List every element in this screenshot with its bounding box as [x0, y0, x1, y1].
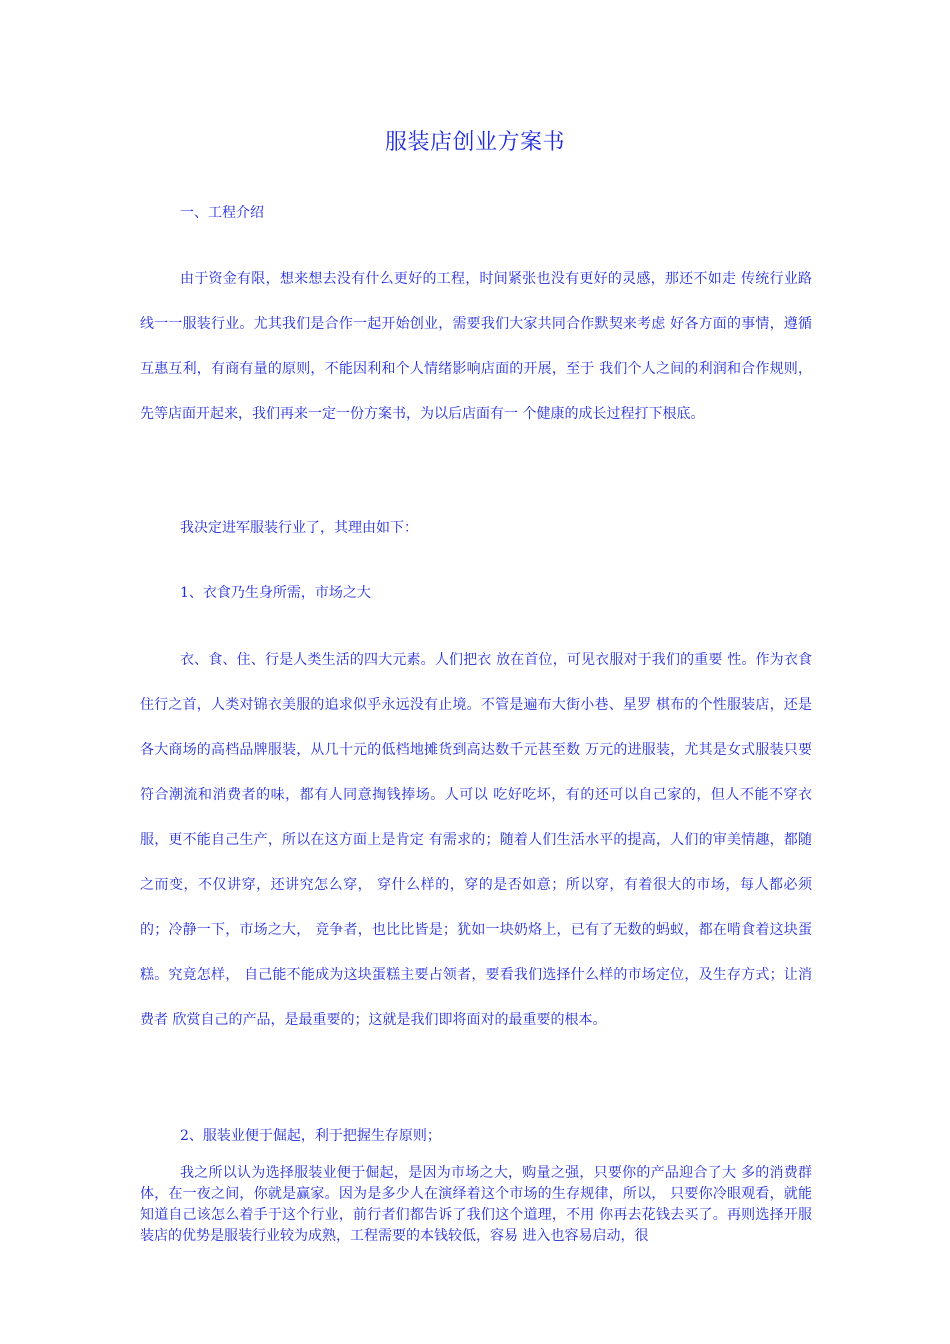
document-title: 服装店创业方案书: [384, 130, 565, 155]
section-heading-reason-1: 1、衣食乃生身所需，市场之大: [180, 585, 371, 601]
paragraph-reason-2: 我之所以认为选择服装业便于倔起，是因为市场之大，购量之强，只要你的产品迎合了大 多的消费群体，在一夜之间，你就是赢家。因为是多少人在演绎着这个市场的生存规律，所以， 只要你冷眼观看，就能知道自己该怎么着手于这个行业，前行者们都告诉了我们这个道理，不用 你再去花钱去买了。再则选择开服装店的优势是服装行业较为成熟，工程需要的本钱较低，容易 进入也容易启动，很: [140, 1165, 812, 1244]
paragraph-intro: 由于资金有限，想来想去没有什么更好的工程，时间紧张也没有更好的灵感，那还不如走 传统行业路线一一服装行业。尤其我们是合作一起开始创业，需要我们大家共同合作默契来考虑 好各方面的事情，遵循互惠互利，有商有量的原则，不能因利和个人情绪影响店面的开展，至于 我们个人之间的利润和合作规则，先等店面开起来，我们再来一定一份方案书，为以后店面有一 个健康的成长过程打下根底。: [140, 271, 812, 422]
section-heading-reason-2: 2、服装业便于倔起，利于把握生存原则；: [180, 1128, 441, 1144]
reason-intro-line: 我决定进军服装行业了，其理由如下：: [180, 520, 418, 536]
paragraph-reason-1: 衣、食、住、行是人类生活的四大元素。人们把衣 放在首位，可见衣服对于我们的重要 性。作为衣食住行之首，人类对锦衣美服的追求似乎永远没有止境。不管是遍布大街小巷、星罗 棋布的个性服装店，还是各大商场的高档品牌服装，从几十元的低档地摊货到高达数千元甚至数 万元的进服装，尤其是女式服装只要符合潮流和消费者的味，都有人同意掏钱捧场。人可以 吃好吃坏，有的还可以自己家的，但人不能不穿衣服，更不能自己生产，所以在这方面上是肯定 有需求的；随着人们生活水平的提高，人们的审美情趣，都随之而变，不仅讲穿，还讲究怎么穿， 穿什么样的，穿的是否如意；所以穿，有着很大的市场，每人都必须的；冷静一下，市场之大， 竞争者，也比比皆是；犹如一块奶烙上，已有了无数的蚂蚁，都在啃食着这块蛋糕。究竟怎样， 自己能不能成为这块蛋糕主要占领者，要看我们选择什么样的市场定位，及生存方式；让消费者 欣赏自己的产品，是最重要的；这就是我们即将面对的最重要的根本。: [140, 652, 812, 1028]
section-heading-project-intro: 一、工程介绍: [180, 205, 264, 221]
